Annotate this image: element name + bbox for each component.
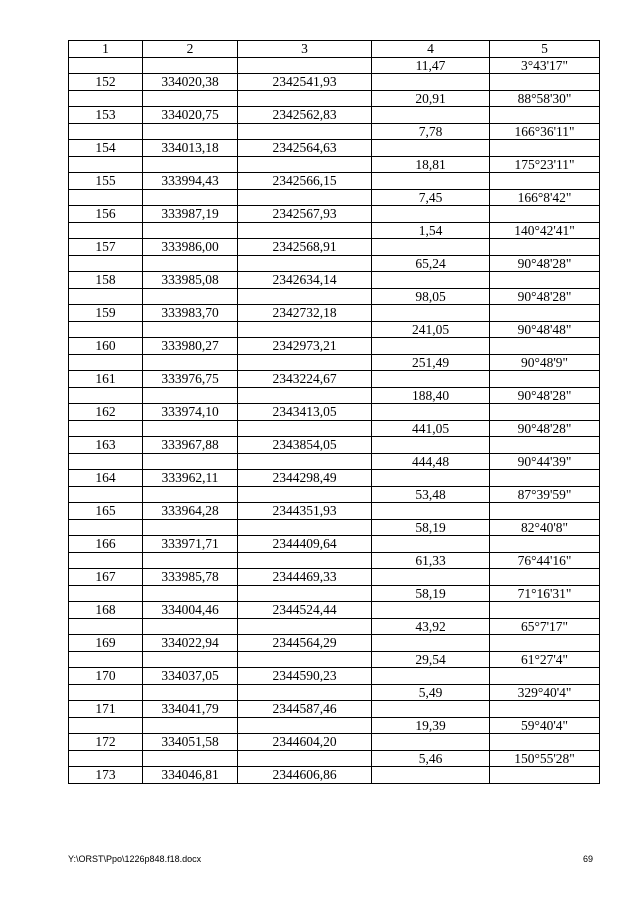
- footer-file-path: Y:\ORST\Ppo\1226p848.f18.docx: [68, 854, 202, 864]
- y-coordinate-cell: [238, 585, 372, 602]
- table-row: [69, 569, 600, 586]
- angle-cell: [490, 437, 600, 454]
- point-number-cell: [69, 222, 143, 239]
- distance-cell: 53,48: [372, 486, 490, 503]
- distance-cell: [372, 767, 490, 784]
- y-coordinate-cell: 2344469,33: [238, 569, 372, 586]
- y-coordinate-cell: [238, 387, 372, 404]
- angle-cell: 87°39'59": [490, 486, 600, 503]
- angle-cell: [490, 305, 600, 322]
- angle-cell: 140°42'41": [490, 222, 600, 239]
- angle-cell: [490, 140, 600, 157]
- angle-cell: 76°44'16": [490, 552, 600, 569]
- distance-cell: 65,24: [372, 255, 490, 272]
- table-row: [69, 618, 600, 635]
- distance-cell: [372, 470, 490, 487]
- angle-cell: [490, 470, 600, 487]
- table-row: [69, 140, 600, 157]
- y-coordinate-cell: 2344564,29: [238, 635, 372, 652]
- y-coordinate-cell: [238, 255, 372, 272]
- distance-cell: 5,49: [372, 684, 490, 701]
- y-coordinate-cell: [238, 57, 372, 74]
- point-number-cell: [69, 57, 143, 74]
- table-row: [69, 74, 600, 91]
- distance-cell: [372, 305, 490, 322]
- angle-cell: [490, 734, 600, 751]
- distance-cell: [372, 569, 490, 586]
- x-coordinate-cell: 334022,94: [143, 635, 238, 652]
- x-coordinate-cell: 334037,05: [143, 668, 238, 685]
- angle-cell: [490, 635, 600, 652]
- table-row: [69, 536, 600, 553]
- y-coordinate-cell: 2342732,18: [238, 305, 372, 322]
- table-row: [69, 420, 600, 437]
- table-row: [69, 173, 600, 190]
- table-row: [69, 107, 600, 124]
- angle-cell: [490, 371, 600, 388]
- table-row: [69, 338, 600, 355]
- point-number-cell: [69, 717, 143, 734]
- point-number-cell: [69, 288, 143, 305]
- x-coordinate-cell: [143, 222, 238, 239]
- distance-cell: 43,92: [372, 618, 490, 635]
- point-number-cell: [69, 156, 143, 173]
- distance-cell: [372, 404, 490, 421]
- coordinates-table: [68, 40, 600, 784]
- angle-cell: [490, 107, 600, 124]
- distance-cell: [372, 701, 490, 718]
- table-row: [69, 519, 600, 536]
- y-coordinate-cell: 2342564,63: [238, 140, 372, 157]
- distance-cell: 188,40: [372, 387, 490, 404]
- point-number-cell: 168: [69, 602, 143, 619]
- angle-cell: [490, 602, 600, 619]
- point-number-cell: 172: [69, 734, 143, 751]
- x-coordinate-cell: 333971,71: [143, 536, 238, 553]
- x-coordinate-cell: 334013,18: [143, 140, 238, 157]
- y-coordinate-cell: [238, 552, 372, 569]
- angle-cell: [490, 569, 600, 586]
- y-coordinate-cell: [238, 420, 372, 437]
- angle-cell: 166°8'42": [490, 189, 600, 206]
- y-coordinate-cell: 2342568,91: [238, 239, 372, 256]
- y-coordinate-cell: 2344351,93: [238, 503, 372, 520]
- angle-cell: [490, 503, 600, 520]
- x-coordinate-cell: [143, 750, 238, 767]
- point-number-cell: 152: [69, 74, 143, 91]
- y-coordinate-cell: [238, 618, 372, 635]
- x-coordinate-cell: [143, 453, 238, 470]
- point-number-cell: 169: [69, 635, 143, 652]
- point-number-cell: [69, 453, 143, 470]
- distance-cell: [372, 239, 490, 256]
- distance-cell: [372, 371, 490, 388]
- table-row: [69, 734, 600, 751]
- distance-cell: 18,81: [372, 156, 490, 173]
- table-row: [69, 701, 600, 718]
- x-coordinate-cell: [143, 255, 238, 272]
- point-number-cell: 160: [69, 338, 143, 355]
- table-row: [69, 255, 600, 272]
- y-coordinate-cell: 2343854,05: [238, 437, 372, 454]
- distance-cell: [372, 206, 490, 223]
- table-row: [69, 272, 600, 289]
- point-number-cell: 157: [69, 239, 143, 256]
- angle-cell: 82°40'8": [490, 519, 600, 536]
- distance-cell: 98,05: [372, 288, 490, 305]
- y-coordinate-cell: [238, 453, 372, 470]
- y-coordinate-cell: [238, 288, 372, 305]
- page-number: 69: [583, 854, 594, 864]
- x-coordinate-cell: [143, 288, 238, 305]
- point-number-cell: [69, 255, 143, 272]
- x-coordinate-cell: [143, 420, 238, 437]
- y-coordinate-cell: 2344590,23: [238, 668, 372, 685]
- point-number-cell: 173: [69, 767, 143, 784]
- angle-cell: [490, 272, 600, 289]
- y-coordinate-cell: 2343224,67: [238, 371, 372, 388]
- x-coordinate-cell: 334020,75: [143, 107, 238, 124]
- x-coordinate-cell: [143, 90, 238, 107]
- table-row: [69, 206, 600, 223]
- angle-cell: 90°48'28": [490, 387, 600, 404]
- x-coordinate-cell: [143, 354, 238, 371]
- point-number-cell: 164: [69, 470, 143, 487]
- y-coordinate-cell: 2342566,15: [238, 173, 372, 190]
- header-col-5: 5: [490, 41, 600, 58]
- point-number-cell: 171: [69, 701, 143, 718]
- distance-cell: 61,33: [372, 552, 490, 569]
- point-number-cell: [69, 189, 143, 206]
- table-row: [69, 239, 600, 256]
- distance-cell: 241,05: [372, 321, 490, 338]
- point-number-cell: [69, 750, 143, 767]
- y-coordinate-cell: 2342562,83: [238, 107, 372, 124]
- distance-cell: [372, 338, 490, 355]
- x-coordinate-cell: 333985,78: [143, 569, 238, 586]
- point-number-cell: 154: [69, 140, 143, 157]
- point-number-cell: [69, 684, 143, 701]
- x-coordinate-cell: [143, 552, 238, 569]
- x-coordinate-cell: 333994,43: [143, 173, 238, 190]
- x-coordinate-cell: 334051,58: [143, 734, 238, 751]
- x-coordinate-cell: [143, 618, 238, 635]
- angle-cell: 90°48'28": [490, 288, 600, 305]
- table-row: [69, 222, 600, 239]
- x-coordinate-cell: [143, 57, 238, 74]
- x-coordinate-cell: 333983,70: [143, 305, 238, 322]
- distance-cell: [372, 536, 490, 553]
- y-coordinate-cell: [238, 189, 372, 206]
- table-row: [69, 602, 600, 619]
- point-number-cell: 165: [69, 503, 143, 520]
- x-coordinate-cell: 333976,75: [143, 371, 238, 388]
- angle-cell: [490, 668, 600, 685]
- x-coordinate-cell: 334004,46: [143, 602, 238, 619]
- table-row: [69, 321, 600, 338]
- angle-cell: 329°40'4": [490, 684, 600, 701]
- point-number-cell: [69, 618, 143, 635]
- y-coordinate-cell: 2342541,93: [238, 74, 372, 91]
- point-number-cell: 155: [69, 173, 143, 190]
- angle-cell: [490, 701, 600, 718]
- table-row: [69, 684, 600, 701]
- point-number-cell: [69, 486, 143, 503]
- table-row: [69, 552, 600, 569]
- x-coordinate-cell: [143, 684, 238, 701]
- distance-cell: 7,45: [372, 189, 490, 206]
- x-coordinate-cell: [143, 651, 238, 668]
- point-number-cell: 166: [69, 536, 143, 553]
- point-number-cell: [69, 123, 143, 140]
- angle-cell: 61°27'4": [490, 651, 600, 668]
- y-coordinate-cell: [238, 684, 372, 701]
- point-number-cell: [69, 354, 143, 371]
- y-coordinate-cell: [238, 156, 372, 173]
- distance-cell: [372, 437, 490, 454]
- point-number-cell: 161: [69, 371, 143, 388]
- point-number-cell: [69, 321, 143, 338]
- distance-cell: 20,91: [372, 90, 490, 107]
- y-coordinate-cell: [238, 90, 372, 107]
- table-row: [69, 305, 600, 322]
- table-row: [69, 668, 600, 685]
- header-col-1: 1: [69, 41, 143, 58]
- table-row: [69, 57, 600, 74]
- y-coordinate-cell: 2344606,86: [238, 767, 372, 784]
- angle-cell: [490, 404, 600, 421]
- distance-cell: [372, 272, 490, 289]
- distance-cell: [372, 140, 490, 157]
- distance-cell: 11,47: [372, 57, 490, 74]
- x-coordinate-cell: [143, 387, 238, 404]
- angle-cell: 59°40'4": [490, 717, 600, 734]
- distance-cell: [372, 635, 490, 652]
- distance-cell: 251,49: [372, 354, 490, 371]
- table-row: [69, 651, 600, 668]
- distance-cell: 7,78: [372, 123, 490, 140]
- table-row: [69, 288, 600, 305]
- y-coordinate-cell: 2344604,20: [238, 734, 372, 751]
- x-coordinate-cell: 333980,27: [143, 338, 238, 355]
- point-number-cell: 158: [69, 272, 143, 289]
- angle-cell: 90°48'9": [490, 354, 600, 371]
- point-number-cell: 170: [69, 668, 143, 685]
- distance-cell: 5,46: [372, 750, 490, 767]
- x-coordinate-cell: [143, 156, 238, 173]
- y-coordinate-cell: 2344409,64: [238, 536, 372, 553]
- angle-cell: 71°16'31": [490, 585, 600, 602]
- header-col-3: 3: [238, 41, 372, 58]
- x-coordinate-cell: [143, 717, 238, 734]
- point-number-cell: [69, 651, 143, 668]
- y-coordinate-cell: 2344587,46: [238, 701, 372, 718]
- distance-cell: [372, 74, 490, 91]
- x-coordinate-cell: 333987,19: [143, 206, 238, 223]
- x-coordinate-cell: 334020,38: [143, 74, 238, 91]
- table-row: [69, 156, 600, 173]
- angle-cell: 175°23'11": [490, 156, 600, 173]
- x-coordinate-cell: [143, 123, 238, 140]
- distance-cell: 58,19: [372, 519, 490, 536]
- table-row: [69, 717, 600, 734]
- y-coordinate-cell: 2344524,44: [238, 602, 372, 619]
- angle-cell: [490, 767, 600, 784]
- table-row: [69, 503, 600, 520]
- y-coordinate-cell: 2342567,93: [238, 206, 372, 223]
- table-header: [69, 41, 600, 58]
- angle-cell: 3°43'17": [490, 57, 600, 74]
- x-coordinate-cell: [143, 585, 238, 602]
- y-coordinate-cell: 2342973,21: [238, 338, 372, 355]
- distance-cell: 58,19: [372, 585, 490, 602]
- point-number-cell: [69, 420, 143, 437]
- y-coordinate-cell: [238, 354, 372, 371]
- table-row: [69, 404, 600, 421]
- x-coordinate-cell: 333967,88: [143, 437, 238, 454]
- table-row: [69, 437, 600, 454]
- point-number-cell: [69, 585, 143, 602]
- y-coordinate-cell: [238, 321, 372, 338]
- distance-cell: [372, 107, 490, 124]
- angle-cell: [490, 338, 600, 355]
- point-number-cell: 156: [69, 206, 143, 223]
- table-body: [69, 57, 600, 783]
- header-row: [69, 41, 600, 58]
- distance-cell: [372, 734, 490, 751]
- distance-cell: [372, 173, 490, 190]
- table-row: [69, 486, 600, 503]
- angle-cell: [490, 74, 600, 91]
- y-coordinate-cell: 2342634,14: [238, 272, 372, 289]
- y-coordinate-cell: [238, 222, 372, 239]
- x-coordinate-cell: 333986,00: [143, 239, 238, 256]
- angle-cell: 90°48'48": [490, 321, 600, 338]
- angle-cell: [490, 173, 600, 190]
- header-col-2: 2: [143, 41, 238, 58]
- angle-cell: 65°7'17": [490, 618, 600, 635]
- distance-cell: 1,54: [372, 222, 490, 239]
- point-number-cell: 163: [69, 437, 143, 454]
- x-coordinate-cell: 333962,11: [143, 470, 238, 487]
- y-coordinate-cell: [238, 651, 372, 668]
- point-number-cell: 162: [69, 404, 143, 421]
- angle-cell: 150°55'28": [490, 750, 600, 767]
- angle-cell: 166°36'11": [490, 123, 600, 140]
- table-row: [69, 750, 600, 767]
- x-coordinate-cell: 334046,81: [143, 767, 238, 784]
- distance-cell: 29,54: [372, 651, 490, 668]
- distance-cell: 19,39: [372, 717, 490, 734]
- x-coordinate-cell: [143, 189, 238, 206]
- angle-cell: 90°44'39": [490, 453, 600, 470]
- angle-cell: [490, 206, 600, 223]
- y-coordinate-cell: [238, 519, 372, 536]
- angle-cell: 88°58'30": [490, 90, 600, 107]
- table-row: [69, 189, 600, 206]
- y-coordinate-cell: 2344298,49: [238, 470, 372, 487]
- table-row: [69, 585, 600, 602]
- angle-cell: [490, 239, 600, 256]
- x-coordinate-cell: [143, 486, 238, 503]
- table-row: [69, 470, 600, 487]
- table-row: [69, 371, 600, 388]
- x-coordinate-cell: 333964,28: [143, 503, 238, 520]
- point-number-cell: 167: [69, 569, 143, 586]
- distance-cell: 441,05: [372, 420, 490, 437]
- distance-cell: [372, 503, 490, 520]
- point-number-cell: 159: [69, 305, 143, 322]
- table-row: [69, 354, 600, 371]
- table-row: [69, 453, 600, 470]
- y-coordinate-cell: [238, 123, 372, 140]
- y-coordinate-cell: [238, 750, 372, 767]
- point-number-cell: 153: [69, 107, 143, 124]
- table-row: [69, 90, 600, 107]
- table-row: [69, 387, 600, 404]
- angle-cell: 90°48'28": [490, 255, 600, 272]
- y-coordinate-cell: 2343413,05: [238, 404, 372, 421]
- table-row: [69, 123, 600, 140]
- x-coordinate-cell: 333985,08: [143, 272, 238, 289]
- x-coordinate-cell: 333974,10: [143, 404, 238, 421]
- point-number-cell: [69, 519, 143, 536]
- distance-cell: [372, 602, 490, 619]
- table-row: [69, 767, 600, 784]
- point-number-cell: [69, 90, 143, 107]
- point-number-cell: [69, 387, 143, 404]
- distance-cell: 444,48: [372, 453, 490, 470]
- angle-cell: 90°48'28": [490, 420, 600, 437]
- point-number-cell: [69, 552, 143, 569]
- y-coordinate-cell: [238, 717, 372, 734]
- distance-cell: [372, 668, 490, 685]
- x-coordinate-cell: [143, 519, 238, 536]
- x-coordinate-cell: 334041,79: [143, 701, 238, 718]
- y-coordinate-cell: [238, 486, 372, 503]
- table-row: [69, 635, 600, 652]
- header-col-4: 4: [372, 41, 490, 58]
- angle-cell: [490, 536, 600, 553]
- x-coordinate-cell: [143, 321, 238, 338]
